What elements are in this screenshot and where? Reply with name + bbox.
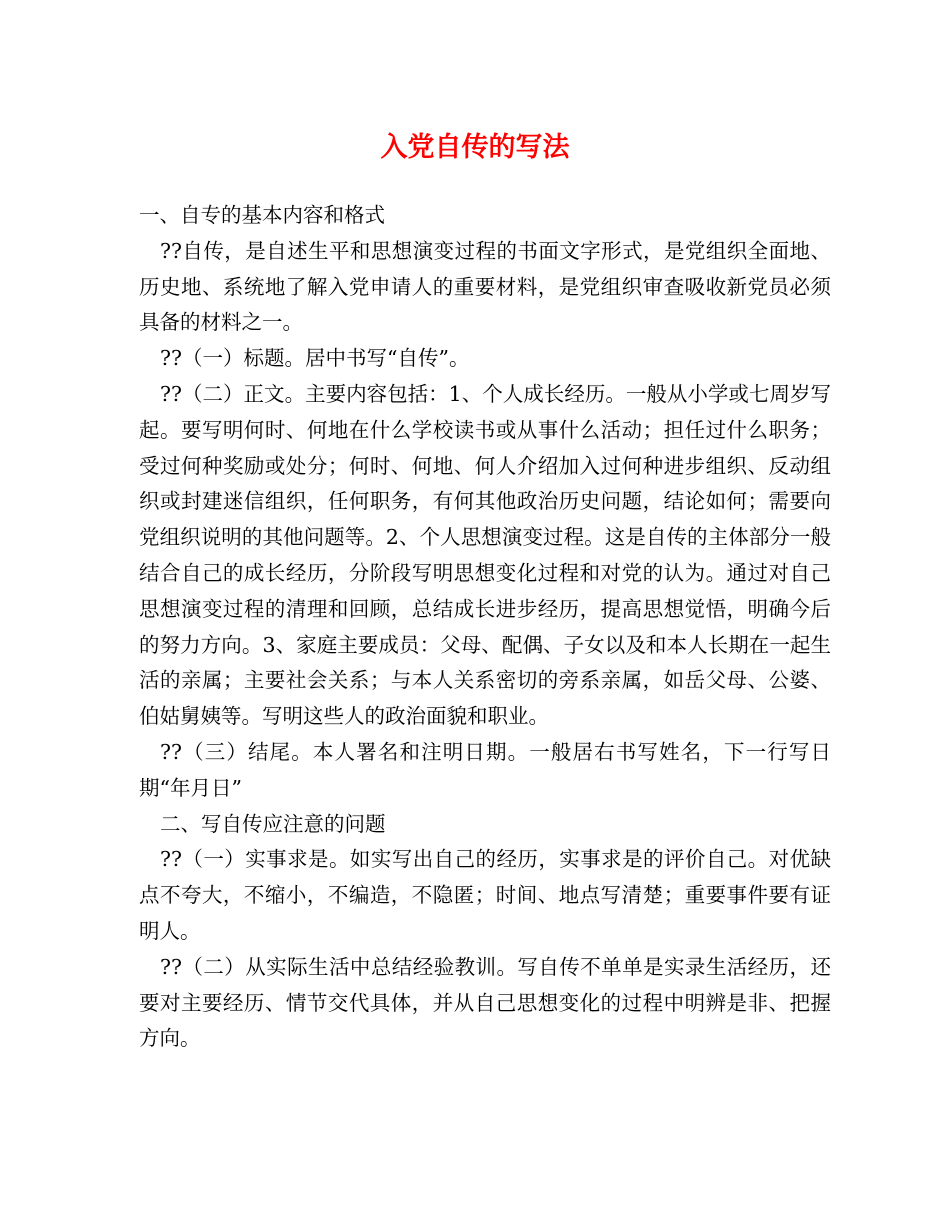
paragraph-definition: ??自传，是自述生平和思想演变过程的书面文字形式，是党组织全面地、历史地、系统地了解入党申请人的重要材料，是党组织审查吸收新党员必须具备的材料之一。 — [139, 238, 831, 335]
section-heading-2: 二、写自传应注意的问题 — [160, 811, 386, 836]
section-heading-1: 一、自专的基本内容和格式 — [139, 203, 385, 227]
paragraph-body-content: ??（二）正文。主要内容包括：1、个人成长经历。一般从小学或七周岁写起。要写明何时、何地在什么学校读书或从事什么活动；担任过什么职务；受过何种奖励或处分；何时、何地、何人介绍加入过何种进步组织、反动组织或封建迷信组织，任何职务，有何其他政治历史问题，结论如何；需要向党组织说明的其他问题等。2、个人思想演变过程。这是自传的主体部分一般结合自己的成长经历，分阶段写明思想变化过程和对党的认为。通过对自己思想演变过程的清理和回顾，总结成长进步经历，提高思想觉悟，明确今后的努力方向。3、家庭主要成员：父母、配偶、子女以及和本人长期在一起生活的亲属；主要社会关系；与本人关系密切的旁系亲属，如岳父母、公婆、伯姑舅姨等。写明这些人的政治面貌和职业。 — [139, 381, 831, 729]
paragraph-lessons: ??（二）从实际生活中总结经验教训。写自传不单单是实录生活经历，还要对主要经历、情节交代具体，并从自己思想变化的过程中明辨是非、把握方向。 — [139, 954, 831, 1051]
paragraph-title-format: ??（一）标题。居中书写“自传”。 — [160, 346, 470, 371]
paragraph-ending: ??（三）结尾。本人署名和注明日期。一般居右书写姓名，下一行写日期“年月日” — [139, 739, 831, 800]
document-body — [139, 198, 831, 1057]
paragraph-truthful: ??（一）实事求是。如实写出自己的经历，实事求是的评价自己。对优缺点不夸大，不缩小，不编造，不隐匿；时间、地点写清楚；重要事件要有证明人。 — [139, 847, 831, 943]
document-title: 入党自传的写法 — [380, 132, 570, 163]
